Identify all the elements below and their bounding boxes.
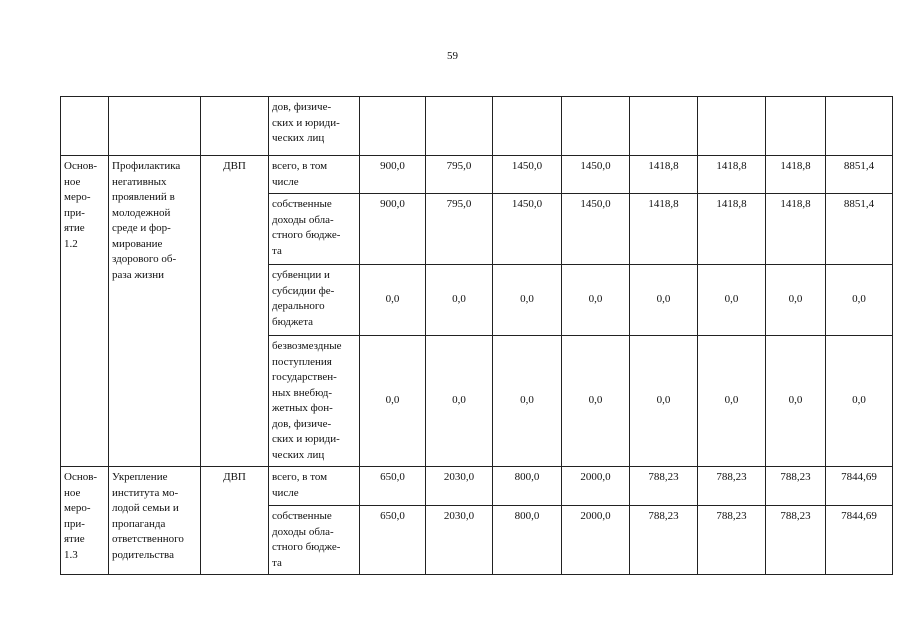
value-cell: 788,23 [698,506,766,575]
value-cell [698,97,766,156]
value-cell: 0,0 [766,265,826,336]
budget-table [60,96,893,575]
value-cell: 8851,4 [826,156,893,194]
value-cell: 0,0 [426,336,493,467]
value-cell: 0,0 [766,336,826,467]
value-cell: 800,0 [493,467,562,506]
table-body [61,97,893,575]
value-cell: 2030,0 [426,467,493,506]
table-row [61,467,893,506]
funding-source-cell: дов, физиче- ских и юриди- ческих лиц [269,97,360,156]
value-cell: 0,0 [562,265,630,336]
title-cell [109,97,201,156]
funding-source-cell: собственные доходы обла- стного бюдже- та [269,194,360,265]
value-cell [360,97,426,156]
funding-source-cell: всего, в том числе [269,156,360,194]
code-cell [61,97,109,156]
activity-title: Профилактика негативных проявлений в молодежной среде и фор- мирование здорового об- раза жизни [109,156,201,467]
value-cell: 800,0 [493,506,562,575]
value-cell: 8851,4 [826,194,893,265]
value-cell: 1418,8 [698,156,766,194]
table-row [61,97,893,156]
value-cell: 2030,0 [426,506,493,575]
activity-code: Основ- ное меро- при- ятие 1.3 [61,467,109,575]
value-cell [630,97,698,156]
value-cell: 0,0 [630,265,698,336]
value-cell: 0,0 [360,265,426,336]
value-cell: 650,0 [360,506,426,575]
value-cell: 1450,0 [493,194,562,265]
value-cell: 795,0 [426,194,493,265]
executor-cell: ДВП [201,156,269,467]
value-cell: 795,0 [426,156,493,194]
value-cell: 0,0 [698,265,766,336]
value-cell: 1450,0 [562,156,630,194]
value-cell [493,97,562,156]
value-cell: 0,0 [493,336,562,467]
activity-title: Укрепление института мо- лодой семьи и пропаганда ответственного родительства [109,467,201,575]
value-cell: 2000,0 [562,506,630,575]
value-cell: 1450,0 [562,194,630,265]
value-cell [426,97,493,156]
value-cell: 7844,69 [826,506,893,575]
value-cell: 0,0 [826,336,893,467]
value-cell [562,97,630,156]
value-cell: 0,0 [826,265,893,336]
value-cell [766,97,826,156]
value-cell: 788,23 [766,467,826,506]
value-cell: 0,0 [426,265,493,336]
value-cell: 0,0 [493,265,562,336]
value-cell: 1418,8 [766,156,826,194]
value-cell: 1418,8 [630,156,698,194]
value-cell: 0,0 [360,336,426,467]
value-cell: 788,23 [630,467,698,506]
value-cell: 788,23 [766,506,826,575]
value-cell: 0,0 [562,336,630,467]
value-cell: 1418,8 [698,194,766,265]
value-cell: 2000,0 [562,467,630,506]
value-cell: 0,0 [698,336,766,467]
value-cell: 0,0 [630,336,698,467]
value-cell: 1450,0 [493,156,562,194]
funding-source-cell: субвенции и субсидии фе- дерального бюджета [269,265,360,336]
funding-source-cell: безвозмездные поступления государствен- ных внебюд- жетных фон- дов, физиче- ских и юриди- ческих лиц [269,336,360,467]
value-cell: 1418,8 [766,194,826,265]
value-cell: 650,0 [360,467,426,506]
value-cell: 788,23 [630,506,698,575]
funding-source-cell: собственные доходы обла- стного бюдже- та [269,506,360,575]
activity-code: Основ- ное меро- при- ятие 1.2 [61,156,109,467]
value-cell: 1418,8 [630,194,698,265]
page-number: 59 [447,50,458,62]
value-cell: 788,23 [698,467,766,506]
value-cell: 900,0 [360,156,426,194]
value-cell: 7844,69 [826,467,893,506]
executor-cell [201,97,269,156]
funding-source-cell: всего, в том числе [269,467,360,506]
value-cell [826,97,893,156]
executor-cell: ДВП [201,467,269,575]
table-row [61,156,893,194]
value-cell: 900,0 [360,194,426,265]
